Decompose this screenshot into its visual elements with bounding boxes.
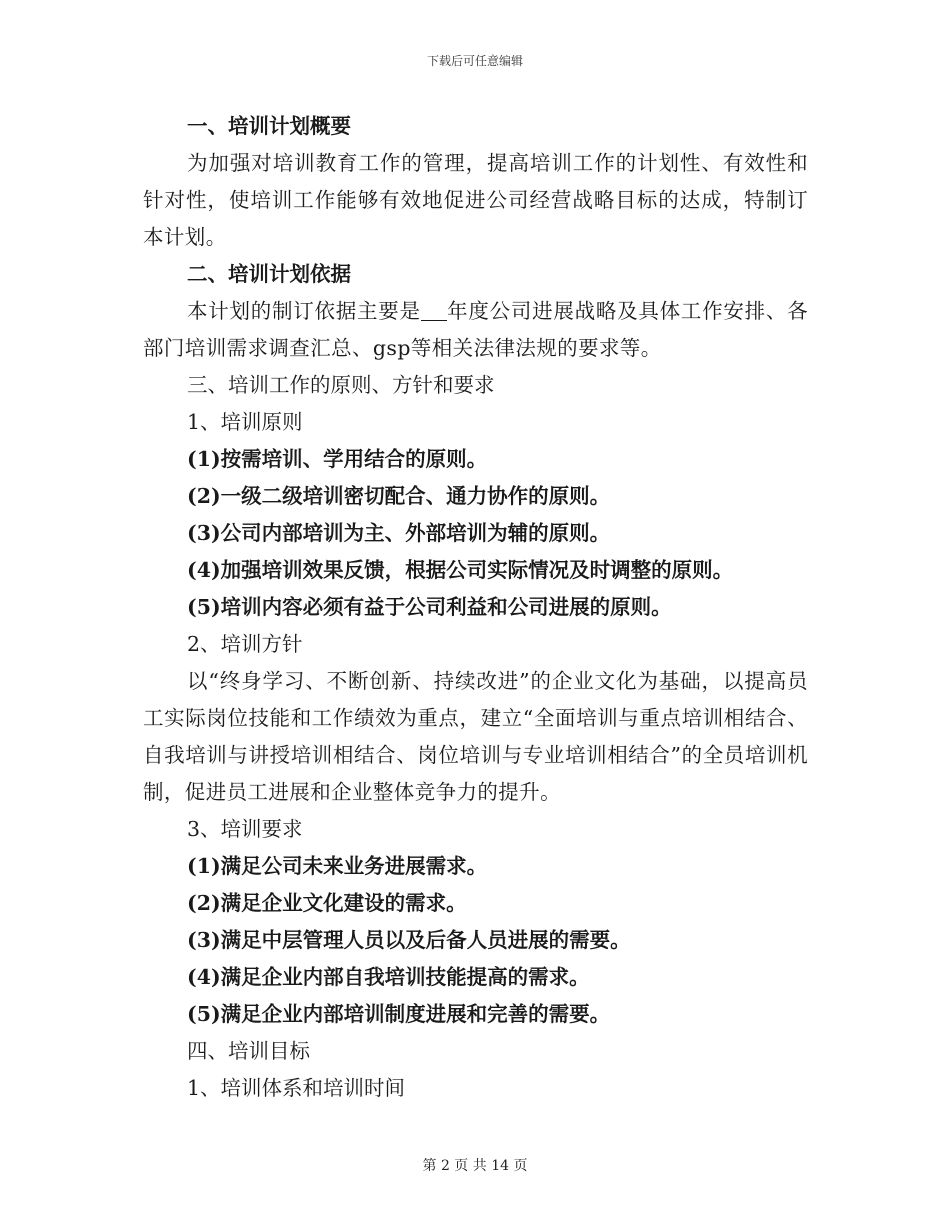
section-3-title: 三、培训工作的原则、方针和要求 [187, 373, 495, 397]
requirement-item: (3)满足中层管理人员以及后备人员进展的需要。 [187, 928, 631, 952]
principle-item: (5)培训内容必须有益于公司利益和公司进展的原则。 [187, 595, 672, 619]
year-blank-line [421, 300, 447, 321]
document-body [143, 108, 808, 1107]
page-number: 第 2 页 共 14 页 [422, 1158, 528, 1174]
section-4-1-title: 1、培训体系和培训时间 [187, 1076, 406, 1100]
section-2-title: 二、培训计划依据 [187, 262, 351, 286]
section-3-2-paragraph: 以“终身学习、不断创新、持续改进”的企业文化为基础，以提高员工实际岗位技能和工作绩效为重点，建立“全面培训与重点培训相结合、自我培训与讲授培训相结合、岗位培训与专业培训相结合”的全员培训机制，促进员工进展和企业整体竞争力的提升。 [143, 669, 808, 804]
section-4-title: 四、培训目标 [187, 1039, 310, 1063]
section-2-paragraph-end: 年度公司进展战略及具体工作安排、各部门培训需求调查汇总、gsp等相关法律法规的要求等。 [143, 299, 808, 360]
requirement-item: (4)满足企业内部自我培训技能提高的需求。 [187, 965, 590, 989]
section-3-1-title: 1、培训原则 [187, 410, 303, 434]
principle-item: (3)公司内部培训为主、外部培训为辅的原则。 [187, 521, 611, 545]
principle-item: (4)加强培训效果反馈，根据公司实际情况及时调整的原则。 [187, 558, 734, 582]
requirement-item: (2)满足企业文化建设的需求。 [187, 891, 467, 915]
principle-item: (1)按需培训、学用结合的原则。 [187, 447, 488, 471]
requirement-item: (1)满足公司未来业务进展需求。 [187, 854, 488, 878]
section-1-title: 一、培训计划概要 [187, 114, 351, 138]
section-3-2-title: 2、培训方针 [187, 632, 303, 656]
section-3-3-title: 3、培训要求 [187, 817, 303, 841]
section-1-paragraph: 为加强对培训教育工作的管理，提高培训工作的计划性、有效性和针对性，使培训工作能够有效地促进公司经营战略目标的达成，特制订本计划。 [143, 151, 808, 249]
principle-item: (2)一级二级培训密切配合、通力协作的原则。 [187, 484, 611, 508]
section-2-paragraph-start: 本计划的制订依据主要是 [187, 299, 421, 323]
page-header-note: 下载后可任意编辑 [426, 54, 523, 68]
section-2-paragraph [143, 293, 808, 367]
requirement-item: (5)满足企业内部培训制度进展和完善的需要。 [187, 1002, 611, 1026]
